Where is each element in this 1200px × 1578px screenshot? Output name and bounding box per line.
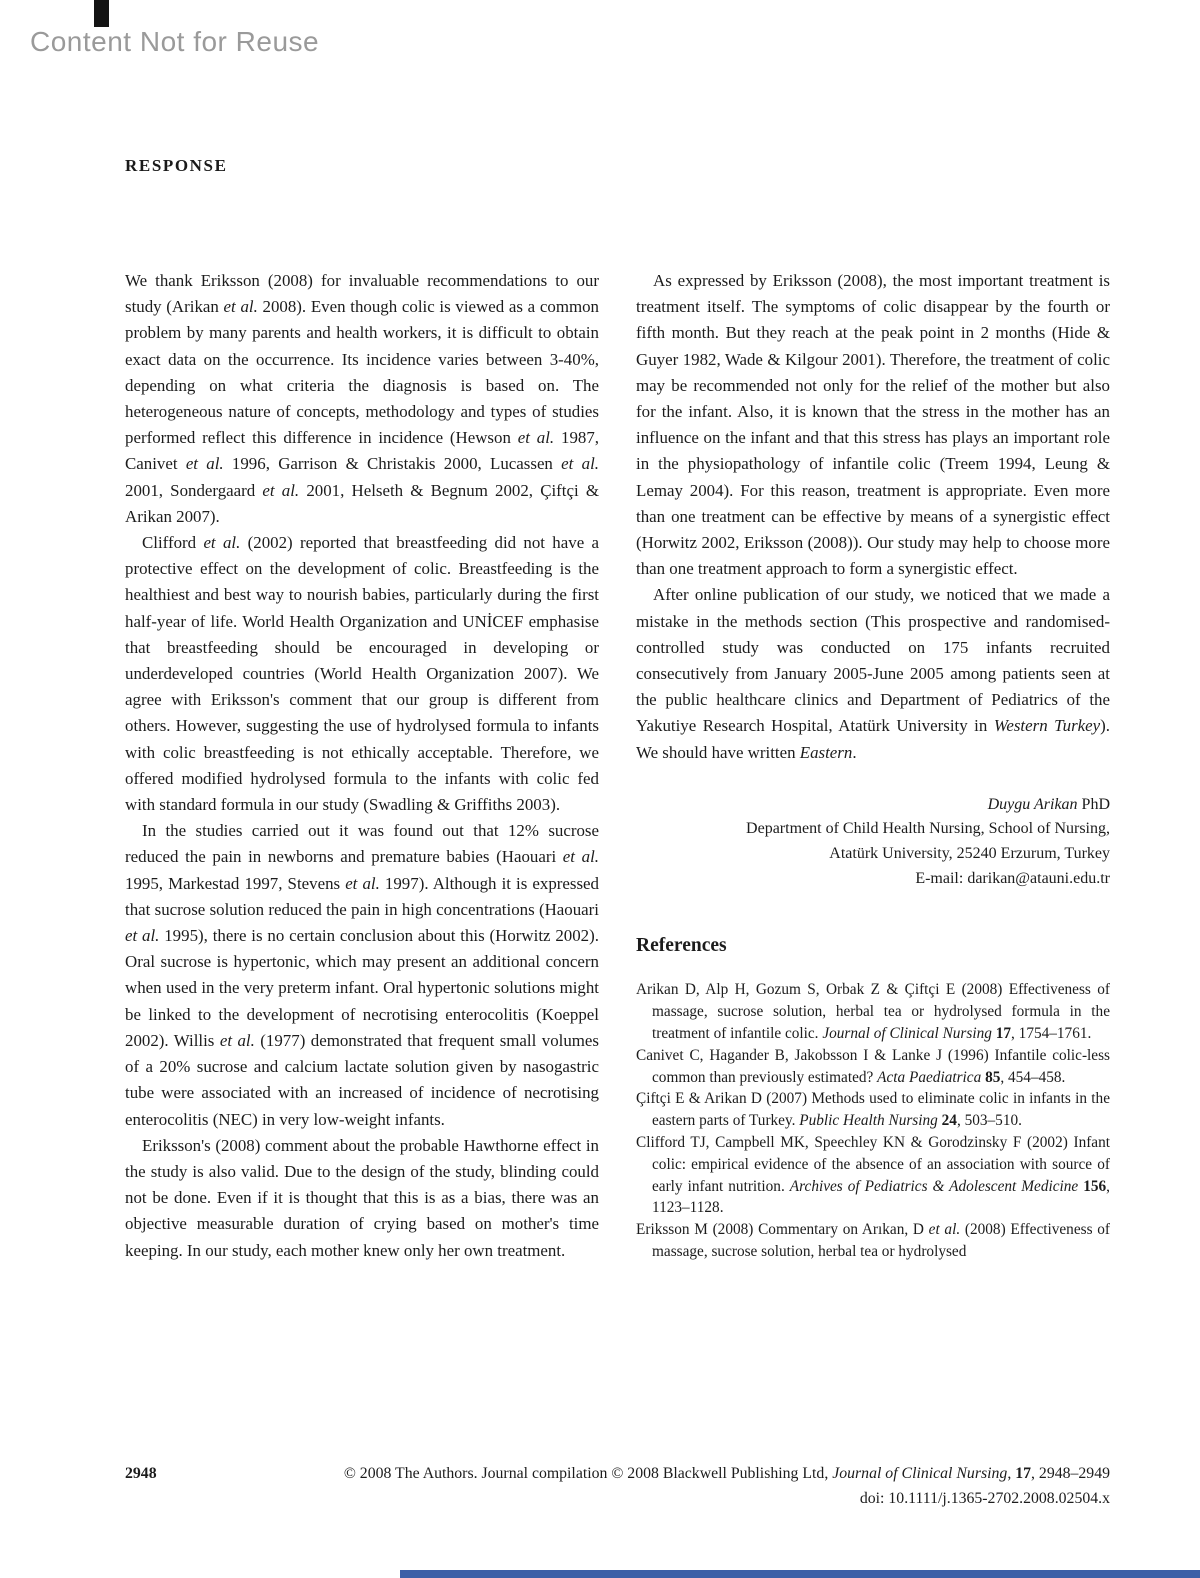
left-column: [125, 268, 599, 1264]
doi-line: doi: 10.1111/j.1365-2702.2008.02504.x: [859, 1489, 1110, 1507]
section-heading: RESPONSE: [125, 156, 228, 175]
reference-entry: Çiftçi E & Arikan D (2007) Methods used to eliminate colic in infants in the eastern parts of Turkey. Public Health Nursing 24, 503–510.: [636, 1090, 1110, 1130]
reference-entry: Eriksson M (2008) Commentary on Arıkan, D et al. (2008) Effectiveness of massage, sucrose solution, herbal tea or hydrolysed: [636, 1221, 1110, 1260]
paragraph-right-1: As expressed by Eriksson (2008), the most important treatment is treatment itself. The symptoms of colic disappear by the fourth or fifth month. But they reach at the peak point in 2 months (Hide & Guyer 1982, Wade & Kilgour 2001). Therefore, the treatment of colic may be recommended not only for the relief of the mother but also for the infant. Also, it is known that the stress in the mother has an influence on the infant and that this stress has plays an important role in the physiopathology of infantile colic (Treem 1994, Leung & Lemay 2004). For this reason, treatment is appropriate. Even more than one treatment can be effective by means of a synergistic effect (Horwitz 2002, Eriksson (2008)). Our study may help to choose more than one treatment approach to form a synergistic effect.: [636, 271, 1110, 579]
page-footer: [125, 1462, 1110, 1511]
references-heading: References: [636, 935, 727, 957]
reference-entry: Clifford TJ, Campbell MK, Speechley KN & Gorodzinsky F (2002) Infant colic: empirical evidence of the absence of an association with source of early infant nutrition. Archives of Pediatrics & Adolescent Medicine 156, 1123–1128.: [636, 1134, 1110, 1217]
right-column: [636, 268, 1110, 1264]
reference-entry: Arikan D, Alp H, Gozum S, Orbak Z & Çiftçi E (2008) Effectiveness of massage, sucrose solution, herbal tea or hydrolysed formula in the treatment of infantile colic. Journal of Clinical Nursing 17, 1754–1761.: [636, 981, 1110, 1043]
author-university: Atatürk University, 25240 Erzurum, Turkey: [829, 845, 1110, 863]
copyright-block: [157, 1462, 1110, 1511]
print-registration-mark: [94, 0, 109, 27]
author-email: E-mail: darikan@atauni.edu.tr: [915, 869, 1110, 887]
page-number: 2948: [125, 1465, 157, 1482]
paragraph-left-2: Clifford et al. (2002) reported that breastfeeding did not have a protective effect on the development of colic. Breastfeeding is the healthiest and best way to nourish babies, particularly during the first half-year of life. World Health Organization and UNİCEF emphasise that breastfeeding should be encouraged in developing or underdeveloped countries (World Health Organization 2007). We agree with Eriksson's comment that our group is different from others. However, suggesting the use of hydrolysed formula to infants with colic breastfeeding is not ethically acceptable. Therefore, we offered modified hydrolysed formula to the infants with colic fed with standard formula in our study (Swadling & Griffiths 2003).: [125, 533, 599, 815]
copyright-line: © 2008 The Authors. Journal compilation © 2008 Blackwell Publishing Ltd, Journal of Clinical Nursing, 17, 2948–2949: [343, 1465, 1110, 1482]
paragraph-left-1: We thank Eriksson (2008) for invaluable recommendations to our study (Arikan et al. 2008). Even though colic is viewed as a common problem by many parents and health workers, it is difficult to obtain exact data on the occurrence. Its incidence varies between 3-40%, depending on what criteria the diagnosis is based on. The heterogeneous nature of concepts, methodology and types of studies performed reflect this difference in incidence (Hewson et al. 1987, Canivet et al. 1996, Garrison & Christakis 2000, Lucassen et al. 2001, Sondergaard et al. 2001, Helseth & Begnum 2002, Çiftçi & Arikan 2007).: [125, 271, 600, 526]
author-department: Department of Child Health Nursing, School of Nursing,: [746, 820, 1110, 838]
paragraph-right-2: After online publication of our study, we noticed that we made a mistake in the methods section (This prospective and randomised-controlled study was conducted on 175 infants recruited consecutively from January 2005-June 2005 among patients seen at the public healthcare clinics and Department of Pediatrics of the Yakutiye Research Hospital, Atatürk University in Western Turkey). We should have written Eastern.: [636, 585, 1110, 762]
bottom-blue-bar: [400, 1570, 1200, 1578]
paragraph-left-4: Eriksson's (2008) comment about the probable Hawthorne effect in the study is also valid. Due to the design of the study, blinding could not be done. Even if it is thought that this is as a bias, there was an objective measurable duration of crying based on mother's time keeping. In our study, each mother knew only her own treatment.: [125, 1135, 599, 1260]
references-list: [636, 979, 1110, 1262]
author-signature-block: [636, 793, 1110, 891]
reference-entry: Canivet C, Hagander B, Jakobsson I & Lanke J (1996) Infantile colic-less common than previously estimated? Acta Paediatrica 85, 454–458.: [636, 1046, 1110, 1086]
page-content: [125, 156, 1110, 1264]
author-name: Duygu Arikan PhD: [987, 795, 1110, 813]
watermark-text: Content Not for Reuse: [30, 26, 320, 57]
two-column-body: [125, 268, 1110, 1264]
paragraph-left-3: In the studies carried out it was found out that 12% sucrose reduced the pain in newborns and premature babies (Haouari et al. 1995, Markestad 1997, Stevens et al. 1997). Although it is expressed that sucrose solution reduced the pain in high concentrations (Haouari et al. 1995), there is no certain conclusion about this (Horwitz 2002). Oral sucrose is hypertonic, which may present an additional concern when used in the very preterm infant. Oral hypertonic solutions might be linked to the development of necrotising enterocolitis (Koeppel 2002). Willis et al. (1977) demonstrated that frequent small volumes of a 20% sucrose and calcium lactate solution given by nasogastric tube were associated with an increased of incidence of necrotising enterocolitis (NEC) in very low-weight infants.: [125, 821, 600, 1129]
